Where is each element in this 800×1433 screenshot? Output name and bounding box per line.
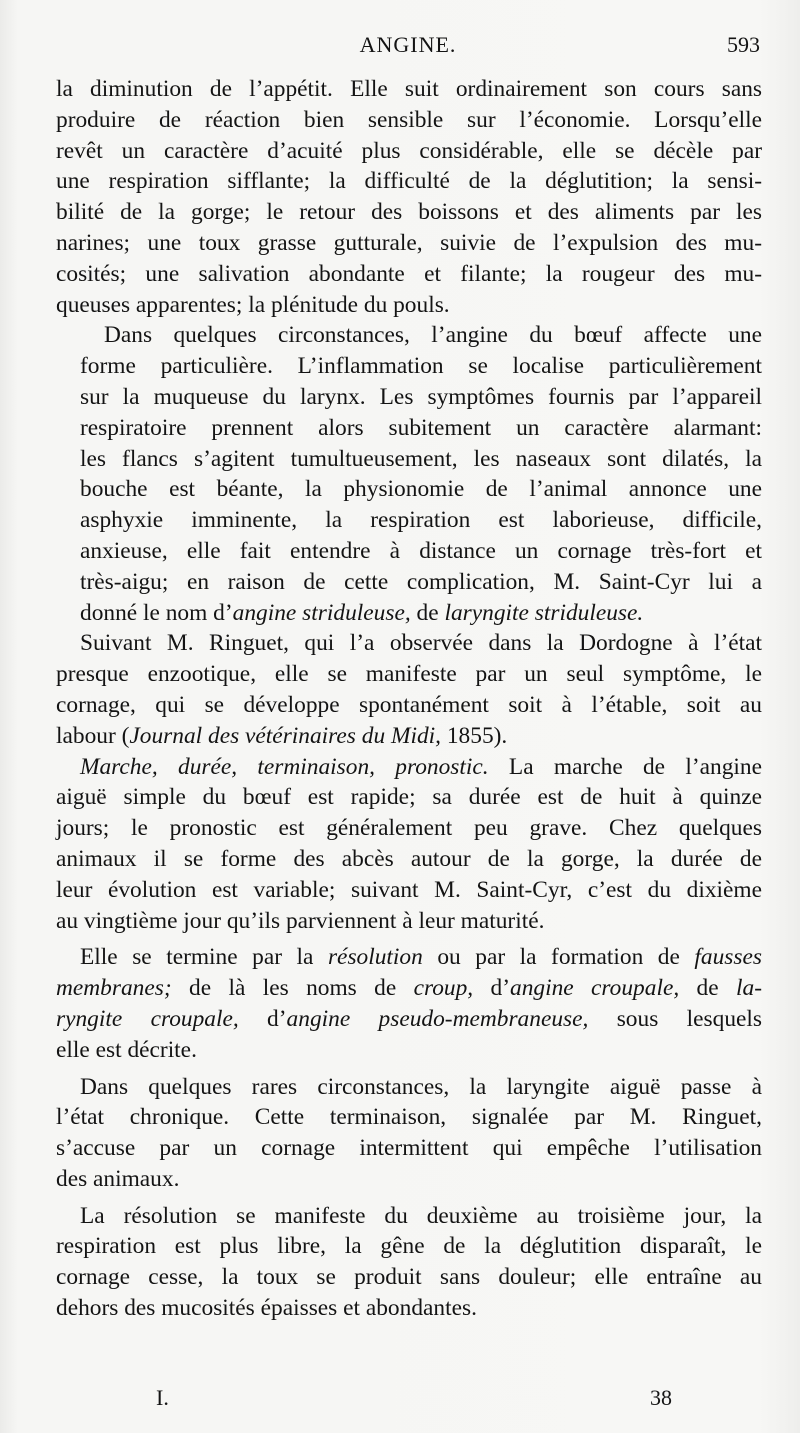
- text-line: aiguë simple du bœuf est rapide; sa durée est de huit à quinze: [56, 784, 762, 811]
- text-run: de: [410, 599, 445, 626]
- text-line: [56, 752, 762, 783]
- text-line: sur la muqueuse du larynx. Les symptômes fournis par l’appareil: [80, 383, 762, 410]
- paragraph-4: [56, 752, 762, 937]
- paragraph-2: [56, 320, 762, 628]
- italic-term: ryngite croupale,: [56, 1005, 239, 1032]
- text-line: anxieuse, elle fait entendre à distance un cornage très-fort et: [80, 537, 762, 564]
- text-line: forme particulière. L’inflammation se localise particulièrement: [80, 353, 762, 380]
- text-line: dehors des mucosités épaisses et abondantes.: [56, 1295, 477, 1322]
- page-footer: [56, 1385, 760, 1415]
- text-line: des animaux.: [56, 1165, 180, 1192]
- text-line: s’accuse par un cornage intermittent qui empêche l’utilisation: [56, 1135, 762, 1162]
- italic-term: croup,: [413, 975, 474, 1002]
- text-line: leur évolution est variable; suivant M. Saint-Cyr, c’est du dixième: [56, 876, 762, 903]
- text-run: d’: [473, 975, 511, 1002]
- text-line: Suivant M. Ringuet, qui l’a observée dans la Dordogne à l’état: [80, 630, 762, 657]
- text-line: animaux il se forme des abcès autour de la gorge, la durée de: [56, 845, 762, 872]
- italic-term: angine pseudo-membraneuse,: [286, 1005, 589, 1032]
- text-line: cosités; une salivation abondante et filante; la rougeur des mu-: [56, 260, 762, 287]
- text-line: les flancs s’agitent tumultueusement, les naseaux sont dilatés, la: [80, 445, 762, 472]
- text-line: [56, 598, 762, 629]
- text-line: [56, 942, 762, 973]
- text-run: de: [679, 975, 737, 1002]
- paragraph-6: [56, 1072, 762, 1195]
- paragraph-5: [56, 942, 762, 1065]
- text-line: l’état chronique. Cette terminaison, signalée par M. Ringuet,: [56, 1104, 762, 1131]
- text-line: au vingtième jour qu’ils parviennent à leur maturité.: [56, 907, 545, 934]
- signature-mark: I.: [156, 1385, 169, 1410]
- text-line: une respiration sifflante; la difficulté de la déglutition; la sensi-: [56, 168, 762, 195]
- paragraph-1: [56, 74, 762, 320]
- page-number: 593: [727, 32, 760, 57]
- text-line: très-aigu; en raison de cette complication, M. Saint-Cyr lui a: [80, 568, 762, 595]
- text-line: asphyxie imminente, la respiration est laborieuse, difficile,: [80, 507, 762, 534]
- running-title: ANGINE.: [359, 32, 457, 57]
- paragraph-3: [56, 628, 762, 751]
- text-run: donné le nom d’: [80, 599, 233, 626]
- text-line: queuses apparentes; la plénitude du pouls.: [56, 291, 450, 318]
- text-line: Dans quelques rares circonstances, la laryngite aiguë passe à: [80, 1073, 762, 1100]
- text-run: ou par la formation de: [422, 944, 695, 971]
- text-line: [56, 973, 762, 1004]
- text-line: jours; le pronostic est généralement peu grave. Chez quelques: [56, 815, 762, 842]
- text-line: respiration est plus libre, la gêne de la déglutition disparaît, le: [56, 1233, 762, 1260]
- italic-term: angine croupale,: [510, 975, 680, 1002]
- text-line: respiratoire prennent alors subitement un caractère alarmant:: [80, 414, 762, 441]
- journal-title: Journal des vétérinaires du Midi,: [129, 722, 442, 749]
- text-line: Dans quelques circonstances, l’angine du bœuf affecte une: [104, 322, 762, 349]
- italic-term: angine striduleuse,: [232, 599, 411, 626]
- text-run: sous lesquels: [588, 1005, 762, 1032]
- italic-term: la-: [736, 975, 762, 1002]
- text-run: La marche de l’angine: [488, 753, 762, 780]
- text-line: elle est décrite.: [56, 1036, 197, 1063]
- text-line: presque enzootique, elle se manifeste par un seul symptôme, le: [56, 661, 762, 688]
- text-run: labour (: [56, 722, 130, 749]
- text-line: bouche est béante, la physionomie de l’animal annonce une: [80, 476, 762, 503]
- text-line: La résolution se manifeste du deuxième au troisième jour, la: [80, 1202, 762, 1229]
- sheet-number: 38: [650, 1385, 672, 1410]
- body-text: [56, 74, 762, 1324]
- text-run: 1855).: [441, 722, 508, 749]
- italic-term: laryngite striduleuse.: [444, 599, 644, 626]
- text-line: narines; une toux grasse gutturale, suivie de l’expulsion des mu-: [56, 229, 762, 256]
- running-head: [56, 30, 760, 64]
- italic-term: membranes;: [56, 975, 172, 1002]
- section-heading: Marche, durée, terminaison, pronostic.: [80, 753, 489, 780]
- text-line: cornage cesse, la toux se produit sans douleur; elle entraîne au: [56, 1264, 762, 1291]
- text-line: produire de réaction bien sensible sur l’économie. Lorsqu’elle: [56, 106, 762, 133]
- text-run: de là les noms de: [171, 975, 414, 1002]
- text-line: [56, 721, 762, 752]
- text-line: bilité de la gorge; le retour des boissons et des aliments par les: [56, 199, 762, 226]
- text-run: d’: [238, 1005, 287, 1032]
- text-line: revêt un caractère d’acuité plus considérable, elle se décèle par: [56, 137, 762, 164]
- paragraph-7: [56, 1201, 762, 1324]
- italic-term: fausses: [694, 944, 763, 971]
- text-line: [56, 1004, 762, 1035]
- italic-term: résolution: [327, 944, 423, 971]
- text-line: cornage, qui se développe spontanément soit à l’étable, soit au: [56, 691, 762, 718]
- text-line: la diminution de l’appétit. Elle suit ordinairement son cours sans: [56, 76, 762, 102]
- text-run: Elle se termine par la: [80, 944, 328, 971]
